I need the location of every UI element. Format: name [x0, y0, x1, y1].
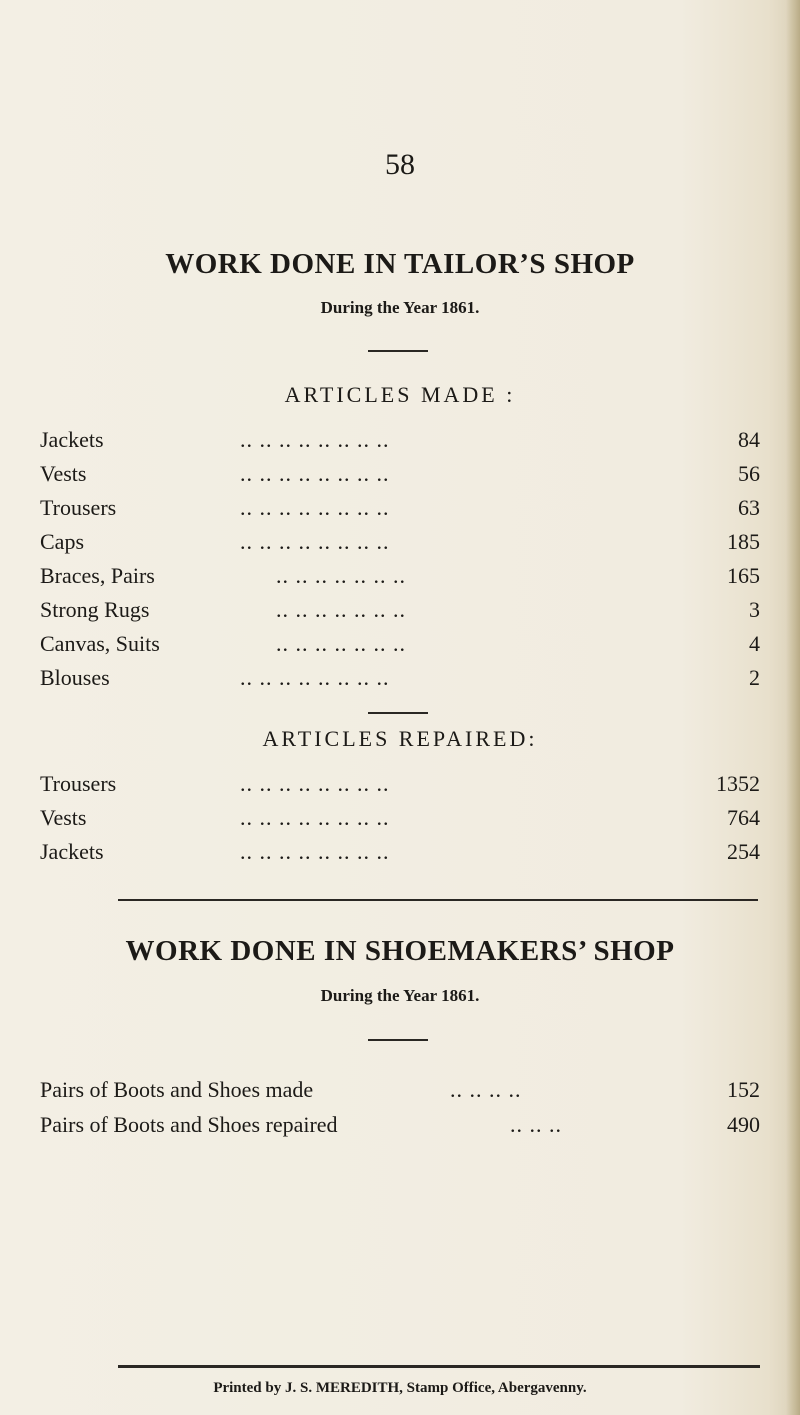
- leader-dots: .. .. .. .. .. .. .. ..: [240, 665, 390, 690]
- tailor-shop-subtitle: During the Year 1861.: [320, 298, 480, 317]
- list-item: [40, 595, 760, 625]
- page-number: 58: [385, 148, 415, 181]
- item-value: 3: [749, 597, 760, 622]
- item-value: 1352: [716, 771, 760, 796]
- page-edge-shadow: [786, 0, 800, 1415]
- item-value: 764: [727, 805, 760, 830]
- item-label: Trousers: [40, 495, 117, 520]
- list-item: [40, 769, 760, 799]
- item-label: Blouses: [40, 665, 110, 690]
- item-label: Canvas, Suits: [40, 631, 160, 656]
- leader-dots: .. .. ..: [510, 1112, 562, 1137]
- leader-dots: .. .. .. .. .. .. ..: [276, 563, 406, 588]
- item-value: 56: [738, 461, 760, 486]
- item-label: Pairs of Boots and Shoes made: [40, 1077, 314, 1102]
- item-label: Jackets: [40, 839, 104, 864]
- item-value: 165: [727, 563, 760, 588]
- section-separator: [118, 899, 758, 901]
- leader-dots: .. .. .. .. .. .. .. ..: [240, 495, 390, 520]
- shoemakers-shop-subtitle: During the Year 1861.: [320, 986, 480, 1005]
- leader-dots: .. .. .. .. .. .. .. ..: [240, 839, 390, 864]
- list-item: [40, 629, 760, 659]
- leader-dots: .. .. .. .. .. .. .. ..: [240, 427, 390, 452]
- list-item: [40, 1075, 760, 1105]
- printer-imprint: Printed by J. S. MEREDITH, Stamp Office, Abergavenny.: [213, 1380, 587, 1396]
- item-value: 185: [727, 529, 760, 554]
- list-item: [40, 803, 760, 833]
- tailor-shop-title: WORK DONE IN TAILOR’S SHOP: [165, 248, 635, 280]
- item-label: Trousers: [40, 771, 117, 796]
- item-label: Strong Rugs: [40, 597, 150, 622]
- articles-repaired-heading: ARTICLES REPAIRED:: [262, 726, 538, 751]
- item-value: 490: [727, 1112, 760, 1137]
- list-item: [40, 1110, 760, 1140]
- item-label: Vests: [40, 805, 87, 830]
- tailor-divider: [368, 350, 428, 352]
- section-divider: [368, 712, 428, 714]
- item-value: 152: [727, 1077, 760, 1102]
- leader-dots: .. .. .. .. .. .. .. ..: [240, 529, 390, 554]
- item-value: 84: [738, 427, 760, 452]
- leader-dots: .. .. .. .. .. .. .. ..: [240, 805, 390, 830]
- leader-dots: .. .. .. .. .. .. ..: [276, 597, 406, 622]
- list-item: [40, 459, 760, 489]
- item-value: 4: [749, 631, 760, 656]
- list-item: [40, 561, 760, 591]
- item-label: Pairs of Boots and Shoes repaired: [40, 1112, 338, 1137]
- leader-dots: .. .. .. ..: [450, 1077, 522, 1102]
- list-item: [40, 425, 760, 455]
- leader-dots: .. .. .. .. .. .. ..: [276, 631, 406, 656]
- item-value: 63: [738, 495, 760, 520]
- articles-made-heading: ARTICLES MADE :: [284, 382, 516, 407]
- shoemakers-shop-title: WORK DONE IN SHOEMAKERS’ SHOP: [125, 935, 675, 967]
- shoemakers-divider: [368, 1039, 428, 1041]
- item-value: 2: [749, 665, 760, 690]
- list-item: [40, 837, 760, 867]
- footer-rule: [118, 1365, 760, 1368]
- list-item: [40, 527, 760, 557]
- list-item: [40, 493, 760, 523]
- leader-dots: .. .. .. .. .. .. .. ..: [240, 461, 390, 486]
- item-label: Jackets: [40, 427, 104, 452]
- item-value: 254: [727, 839, 760, 864]
- item-label: Caps: [40, 529, 84, 554]
- item-label: Vests: [40, 461, 87, 486]
- leader-dots: .. .. .. .. .. .. .. ..: [240, 771, 390, 796]
- item-label: Braces, Pairs: [40, 563, 155, 588]
- list-item: [40, 663, 760, 693]
